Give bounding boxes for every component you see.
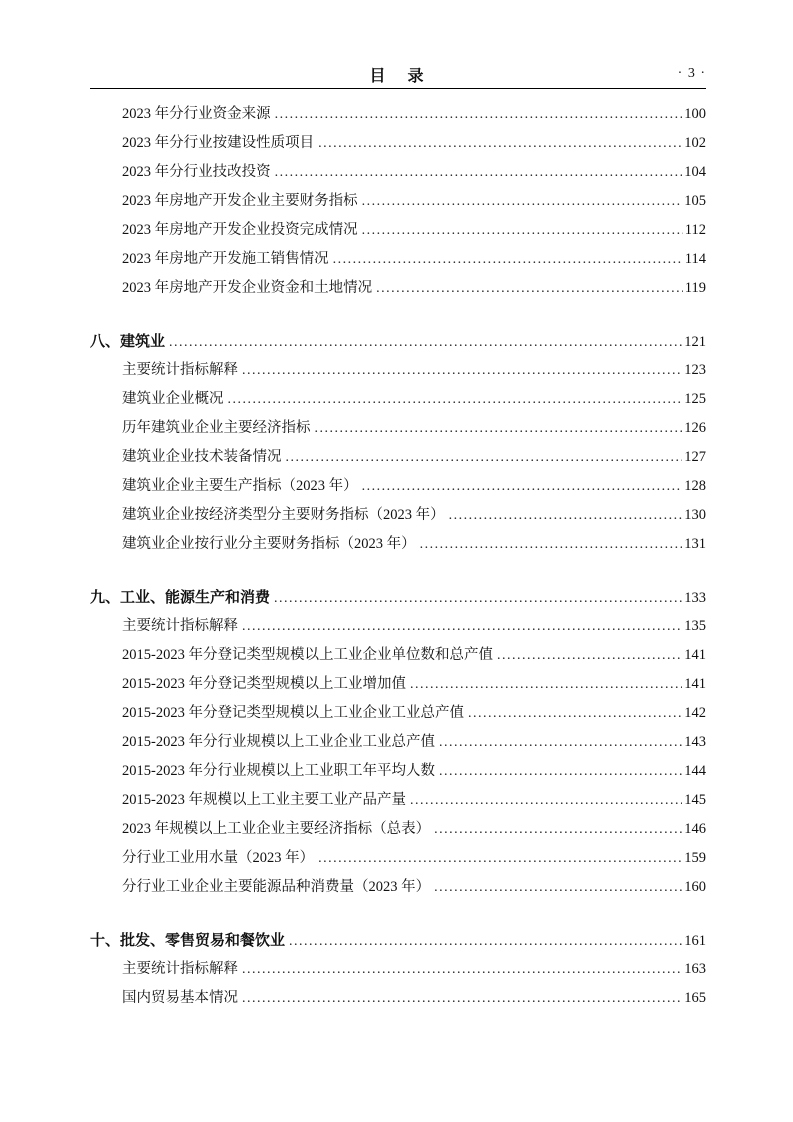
toc-entry[interactable] [90, 356, 706, 385]
toc-entry[interactable] [90, 472, 706, 501]
toc-entry-page: 127 [684, 449, 706, 465]
dot-leader [318, 129, 682, 158]
toc-section-heading[interactable] [90, 926, 706, 955]
toc-entry[interactable] [90, 414, 706, 443]
toc-entry[interactable] [90, 385, 706, 414]
dot-leader [242, 984, 682, 1013]
toc-entry-page: 114 [684, 251, 706, 267]
toc-entry-page: 119 [684, 280, 706, 296]
dot-leader [318, 844, 682, 873]
toc-entry-title: 建筑业企业概况 [122, 391, 224, 407]
toc-entry-page: 146 [684, 821, 706, 837]
toc-section [90, 926, 706, 1013]
toc-entry-page: 125 [684, 391, 706, 407]
dot-leader [362, 216, 683, 245]
toc-entry-title: 2023 年房地产开发企业主要财务指标 [122, 193, 358, 209]
toc-entry-title: 主要统计指标解释 [122, 618, 238, 634]
toc-entry-title: 2015-2023 年分登记类型规模以上工业企业单位数和总产值 [122, 647, 493, 663]
toc-entry-page: 104 [684, 164, 706, 180]
toc-entry[interactable] [90, 274, 706, 303]
toc-entry-title: 2015-2023 年分行业规模以上工业企业工业总产值 [122, 734, 435, 750]
dot-leader [497, 641, 682, 670]
toc-entry-page: 100 [684, 106, 706, 122]
toc-entry[interactable] [90, 501, 706, 530]
dot-leader [289, 927, 682, 956]
toc-entry[interactable] [90, 187, 706, 216]
toc-entry-title: 2015-2023 年分行业规模以上工业职工年平均人数 [122, 763, 435, 779]
page-title: 目 录 [369, 68, 427, 85]
dot-leader [275, 100, 683, 129]
toc-entry-title: 2023 年房地产开发施工销售情况 [122, 251, 329, 267]
toc-entry-page: 133 [684, 590, 706, 606]
toc-entry-page: 123 [684, 362, 706, 378]
toc-entry[interactable] [90, 670, 706, 699]
toc-entry-page: 141 [684, 676, 706, 692]
toc-entry-title: 建筑业企业按经济类型分主要财务指标（2023 年） [122, 507, 445, 523]
toc-entry-page: 144 [684, 763, 706, 779]
toc-entry-page: 121 [684, 334, 706, 350]
toc-entry-title: 2023 年分行业技改投资 [122, 164, 271, 180]
toc-entry-title: 九、工业、能源生产和消费 [90, 589, 271, 606]
dot-leader [376, 274, 683, 303]
toc-entry-title: 建筑业企业主要生产指标（2023 年） [122, 478, 358, 494]
toc-entry[interactable] [90, 100, 706, 129]
page-number-marker: · 3 · [677, 66, 706, 81]
toc-entry-page: 163 [684, 961, 706, 977]
toc-entry[interactable] [90, 873, 706, 902]
toc-entry[interactable] [90, 699, 706, 728]
toc-entry-page: 126 [684, 420, 706, 436]
toc-entry-page: 159 [684, 850, 706, 866]
dot-leader [315, 414, 683, 443]
toc-entry-page: 161 [684, 933, 706, 949]
toc-entry-page: 128 [684, 478, 706, 494]
toc-entry-title: 建筑业企业技术装备情况 [122, 449, 282, 465]
toc-section-heading[interactable] [90, 327, 706, 356]
toc-section [90, 583, 706, 902]
toc-entry-title: 2015-2023 年分登记类型规模以上工业增加值 [122, 676, 406, 692]
toc-entry-page: 112 [684, 222, 706, 238]
toc-entry[interactable] [90, 641, 706, 670]
toc-entry-page: 145 [684, 792, 706, 808]
toc-entry-page: 142 [684, 705, 706, 721]
dot-leader [434, 815, 682, 844]
toc-entry-page: 130 [684, 507, 706, 523]
toc-entry-title: 2023 年房地产开发企业资金和土地情况 [122, 280, 373, 296]
dot-leader [169, 328, 682, 357]
toc-entry-title: 2023 年规模以上工业企业主要经济指标（总表） [122, 821, 431, 837]
toc-entry[interactable] [90, 844, 706, 873]
dot-leader [333, 245, 683, 274]
dot-leader [242, 612, 682, 641]
toc-entry[interactable] [90, 815, 706, 844]
toc-entry-title: 2023 年房地产开发企业投资完成情况 [122, 222, 358, 238]
dot-leader [362, 472, 683, 501]
toc-list [90, 100, 706, 1013]
dot-leader [228, 385, 683, 414]
toc-entry[interactable] [90, 530, 706, 559]
toc-entry-title: 八、建筑业 [90, 333, 166, 350]
dot-leader [275, 158, 683, 187]
toc-section [90, 327, 706, 559]
dot-leader [420, 530, 683, 559]
toc-entry[interactable] [90, 786, 706, 815]
dot-leader [286, 443, 683, 472]
toc-entry[interactable] [90, 757, 706, 786]
toc-entry[interactable] [90, 955, 706, 984]
dot-leader [242, 955, 682, 984]
toc-entry-page: 143 [684, 734, 706, 750]
toc-entry[interactable] [90, 245, 706, 274]
dot-leader [434, 873, 682, 902]
dot-leader [242, 356, 682, 385]
toc-entry-title: 2023 年分行业资金来源 [122, 106, 271, 122]
toc-entry-page: 165 [684, 990, 706, 1006]
dot-leader [362, 187, 683, 216]
toc-entry-title: 2023 年分行业按建设性质项目 [122, 135, 315, 151]
toc-entry-title: 2015-2023 年规模以上工业主要工业产品产量 [122, 792, 406, 808]
toc-entry[interactable] [90, 158, 706, 187]
toc-section [90, 100, 706, 303]
toc-entry[interactable] [90, 728, 706, 757]
toc-entry-title: 国内贸易基本情况 [122, 990, 238, 1006]
toc-entry-title: 分行业工业用水量（2023 年） [122, 850, 315, 866]
toc-section-heading[interactable] [90, 583, 706, 612]
toc-entry-page: 135 [684, 618, 706, 634]
toc-entry-page: 105 [684, 193, 706, 209]
toc-entry-title: 2015-2023 年分登记类型规模以上工业企业工业总产值 [122, 705, 464, 721]
toc-entry-page: 141 [684, 647, 706, 663]
toc-entry-title: 历年建筑业企业主要经济指标 [122, 420, 311, 436]
dot-leader [274, 584, 682, 613]
toc-entry-title: 分行业工业企业主要能源品种消费量（2023 年） [122, 879, 431, 895]
toc-entry-page: 160 [684, 879, 706, 895]
toc-entry[interactable] [90, 216, 706, 245]
toc-entry-page: 131 [684, 536, 706, 552]
header-divider [90, 88, 706, 89]
toc-entry-page: 102 [684, 135, 706, 151]
dot-leader [449, 501, 683, 530]
toc-entry-title: 主要统计指标解释 [122, 362, 238, 378]
dot-leader [439, 757, 682, 786]
page-header [90, 63, 706, 88]
toc-entry-title: 建筑业企业按行业分主要财务指标（2023 年） [122, 536, 416, 552]
toc-entry-title: 十、批发、零售贸易和餐饮业 [90, 932, 286, 949]
dot-leader [468, 699, 682, 728]
toc-entry[interactable] [90, 984, 706, 1013]
dot-leader [410, 786, 682, 815]
toc-entry-title: 主要统计指标解释 [122, 961, 238, 977]
dot-leader [439, 728, 682, 757]
toc-entry[interactable] [90, 612, 706, 641]
toc-entry[interactable] [90, 129, 706, 158]
dot-leader [410, 670, 682, 699]
toc-entry[interactable] [90, 443, 706, 472]
